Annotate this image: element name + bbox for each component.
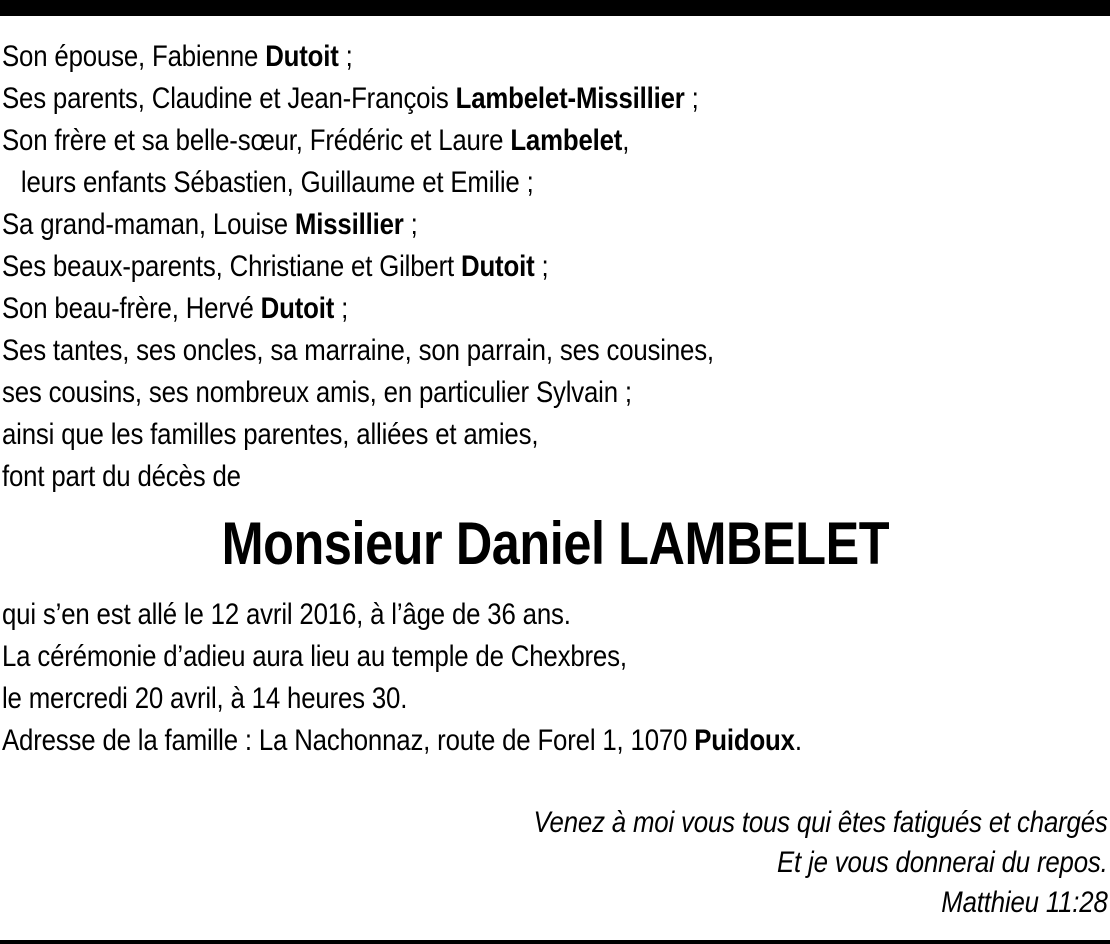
- detail-line: le mercredi 20 avril, à 14 heures 30.: [2, 682, 408, 715]
- mourner-line: Ses tantes, ses oncles, sa marraine, son parrain, ses cousines,: [2, 334, 714, 367]
- mourners-list: [2, 36, 830, 498]
- mourner-line: Son beau-frère, Hervé Dutoit ;: [2, 292, 349, 325]
- mourner-line: Son épouse, Fabienne Dutoit ;: [2, 40, 353, 73]
- mourner-line: ainsi que les familles parentes, alliées et amies,: [2, 418, 539, 451]
- mourner-line: ses cousins, ses nombreux amis, en particulier Sylvain ;: [2, 376, 632, 409]
- verse-reference: Matthieu 11:28: [941, 886, 1108, 919]
- mourner-line: Ses beaux-parents, Christiane et Gilbert Dutoit ;: [2, 250, 549, 283]
- mourner-line: Ses parents, Claudine et Jean-François Lambelet-Missillier ;: [2, 82, 699, 115]
- verse-line: Et je vous donnerai du repos.: [777, 846, 1108, 879]
- bible-verse: [440, 803, 1108, 923]
- detail-line: Adresse de la famille : La Nachonnaz, route de Forel 1, 1070 Puidoux.: [2, 724, 802, 757]
- mourner-line: leurs enfants Sébastien, Guillaume et Emilie ;: [20, 166, 534, 199]
- detail-line: La cérémonie d’adieu aura lieu au temple de Chexbres,: [2, 640, 627, 673]
- top-rule: [0, 0, 1110, 16]
- mourner-line: font part du décès de: [2, 460, 241, 493]
- detail-line: qui s’en est allé le 12 avril 2016, à l’âge de 36 ans.: [2, 598, 571, 631]
- mourner-line: Sa grand-maman, Louise Missillier ;: [2, 208, 418, 241]
- deceased-name: Monsieur Daniel LAMBELET: [221, 510, 889, 577]
- verse-line: Venez à moi vous tous qui êtes fatigués et chargés: [533, 806, 1108, 839]
- ceremony-details: [2, 594, 932, 762]
- bottom-rule: [0, 940, 1110, 944]
- mourner-line: Son frère et sa belle-sœur, Frédéric et Laure Lambelet,: [2, 124, 630, 157]
